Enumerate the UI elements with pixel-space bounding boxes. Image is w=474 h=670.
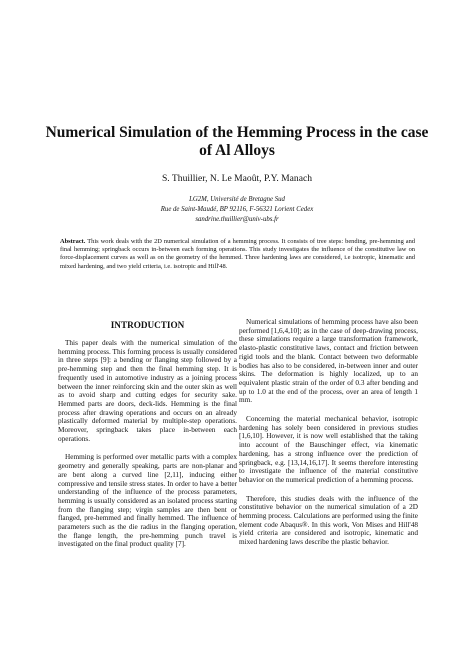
affiliation-lab: LG2M, Université de Bretagne Sud — [189, 196, 285, 203]
abstract-label: Abstract. — [60, 238, 86, 245]
section-heading-introduction: INTRODUCTION — [110, 320, 185, 330]
body-paragraph: Hemming is performed over metallic parts with a complex geometry and generally speaking, parts are non-planar and are bent along a curved line [2,11], inducing either compressive and tensile stress states. In order to have a better understanding of the influence of the process parameters, hemming is usually considered as an isolated process starting from the flanging step; virgin samples are then bent or flanged, pre-hemmed and finally hemmed. The influence of parameters such as the die radius in the flanging operation, the flange length, the pre-hemming punch travel is investigated on the final product quality [7]. — [58, 453, 237, 549]
body-paragraph: Numerical simulations of hemming process have also been performed [1,6,4,10]; as in the case of deep-drawing process, these simulations require a large transformation framework, elasto-plastic constitutive laws, contact and friction between rigid tools and the blank. Contact between two deformable bodies has also to be considered, in-between inner and outer skins. The deformation is highly localized, up to an equivalent plastic strain of the order of 0.3 after bending and up to 1.0 at the end of the process, over an area of length 1 mm. — [239, 318, 418, 405]
right-column — [239, 318, 418, 557]
body-paragraph: This paper deals with the numerical simulation of the hemming process. This forming process is usually considered in three steps [9]: a bending or flanging step followed by a pre-hemming step and then the final hemming step. It is frequently used in automotive industry as a joining process between the inner reinforcing skin and the outer skin as well as to avoid sharp and cutting edges for security sake. Hemmed parts are doors, deck-lids. Hemming is the final process after drawing operations and occurs on an already plastically deformed material by multiple-step operations. Moreover, springback takes place in-between each operations. — [58, 339, 237, 443]
abstract-text: This work deals with the 2D numerical simulation of a hemming process. It consists of tree steps: bending, pre-hemming and final hemming; springback occurs in-between each forming operations. This study investigates the influence of the constitutive law on force-displacement curves as well as on the geometry of the hemmed. Three hardening laws are considered, i.e isotropic, kinematic and mixed hardening, and two yield criteria, i.e. isotropic and Hill'48. — [60, 238, 415, 270]
left-column — [58, 320, 237, 559]
abstract — [60, 238, 415, 271]
affiliation-block — [40, 195, 434, 225]
affiliation-address: Rue de Saint-Maudé, BP 92116, F-56321 Lorient Cedex — [160, 206, 314, 213]
paper-title: Numerical Simulation of the Hemming Process in the case of Al Alloys — [45, 124, 429, 159]
affiliation-email: sandrine.thuillier@univ-ubs.fr — [195, 216, 279, 223]
body-paragraph: Therefore, this studies deals with the influence of the constitutive behavior on the numerical simulation of a 2D hemming process. Calculations are performed using the finite element code Abaqus®. In this work, Von Mises and Hill'48 yield criteria are considered and isotropic, kinematic and mixed hardening laws describe the plastic behavior. — [239, 494, 418, 547]
author-list: S. Thuillier, N. Le Maoût, P.Y. Manach — [161, 173, 313, 184]
body-paragraph: Concerning the material mechanical behavior, isotropic hardening has solely been considered in previous studies [1,6,10]. However, it is now well established that the taking into account of the Bauschinger effect, via kinematic hardening, has a strong influence over the prediction of springback, e.g. [13,14,16,17]. It seems therefore interesting to investigate the influence of the material constitutive behavior on the numerical prediction of a hemming process. — [239, 415, 418, 484]
